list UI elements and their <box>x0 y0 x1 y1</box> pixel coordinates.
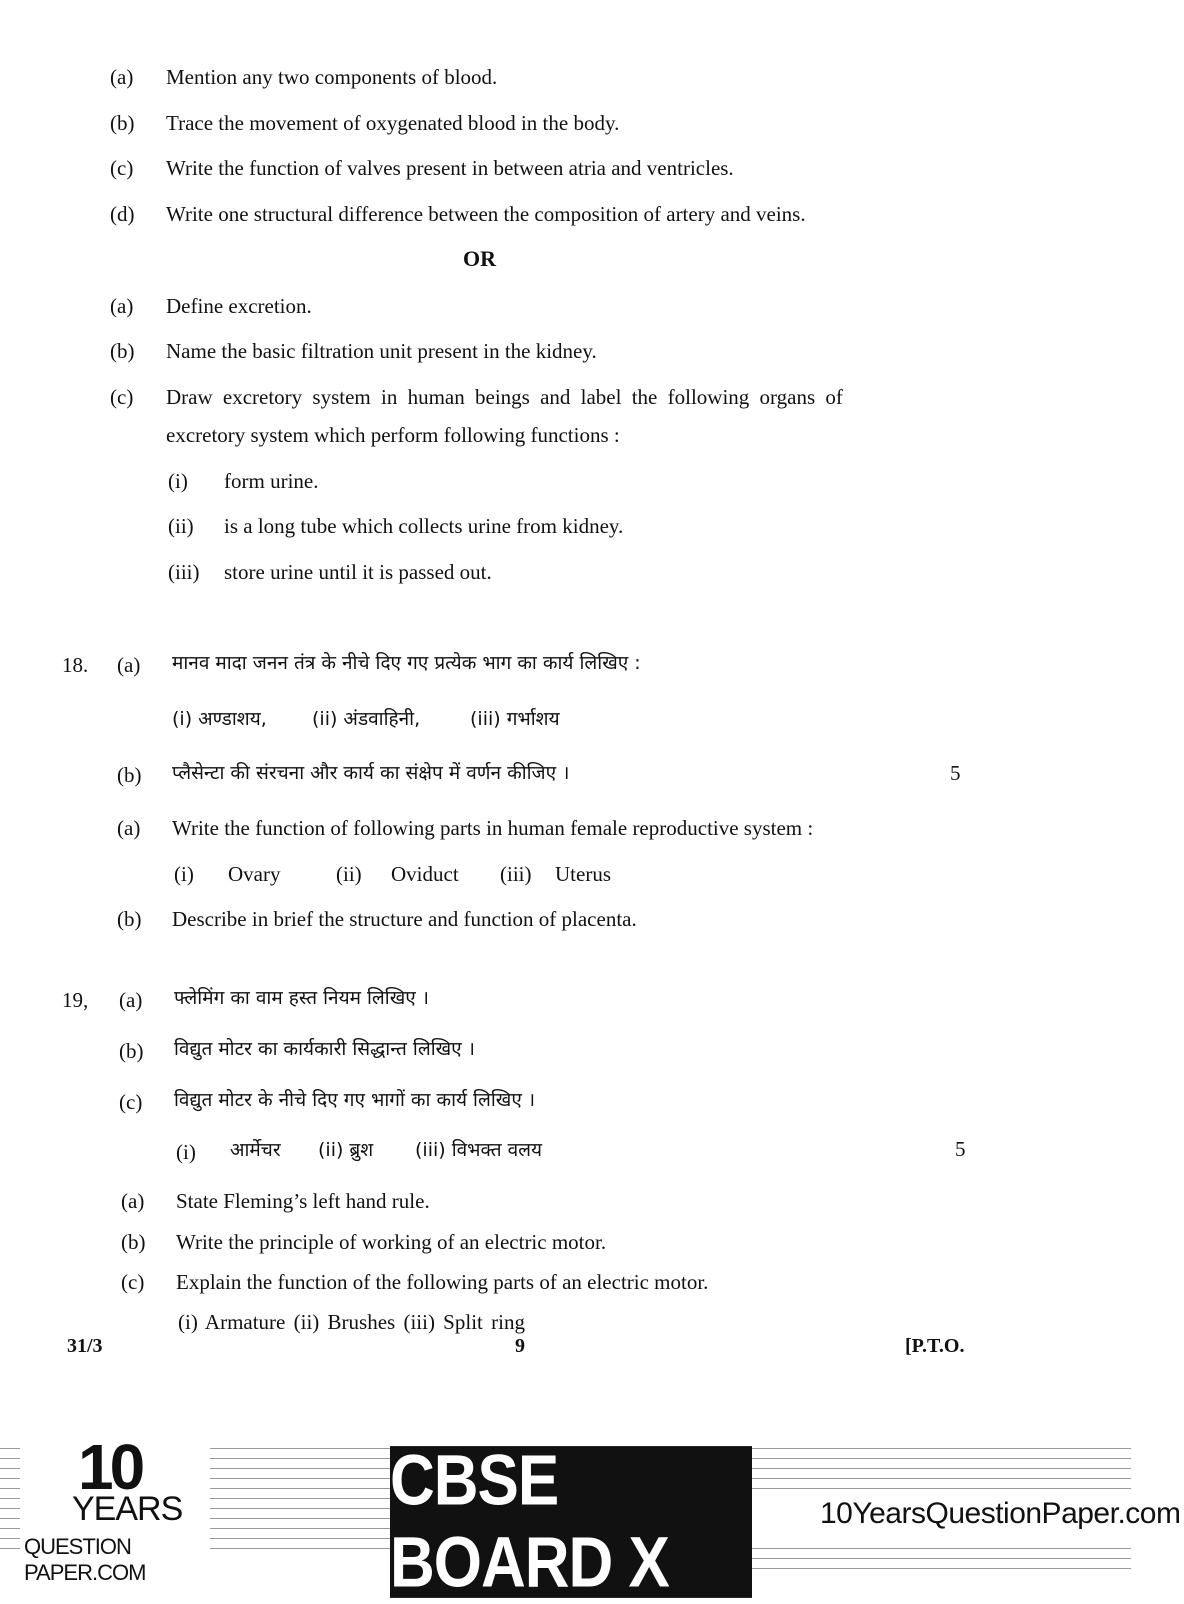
q19-hi-part-i: आर्मेचर <box>230 1139 281 1161</box>
q17-d-label: (d) <box>110 202 135 226</box>
or-divider: OR <box>463 246 496 271</box>
q17-or-c-iii-label: (iii) <box>168 560 200 584</box>
q18-en-a-label: (a) <box>117 816 141 840</box>
paper-code: 31/3 <box>67 1335 103 1357</box>
q19-marks: 5 <box>955 1137 966 1161</box>
q18-hi-part-i: (i) अण्डाशय, <box>172 708 267 730</box>
q18-hi-b-label: (b) <box>117 763 142 787</box>
q17-c-label: (c) <box>110 156 134 180</box>
q17-or-a-label: (a) <box>110 294 134 318</box>
q17-or-c-label: (c) <box>110 385 134 409</box>
q18-hi-a-text: मानव मादा जनन तंत्र के नीचे दिए गए प्रत्येक भाग का कार्य लिखिए : <box>172 652 641 674</box>
q19-hi-a-label: (a) <box>119 988 143 1012</box>
q18-en-part-iii: Uterus <box>555 862 611 886</box>
q17-or-c-line1: Draw excretory system in human beings and label the following organs of <box>166 385 843 409</box>
q17-or-a-text: Define excretion. <box>166 294 312 318</box>
logo-years: YEARS <box>72 1490 183 1528</box>
q17-b-label: (b) <box>110 111 135 135</box>
q17-a-text: Mention any two components of blood. <box>166 65 498 89</box>
q19-hi-b-label: (b) <box>119 1039 144 1063</box>
q19-hi-a-text: फ्लेमिंग का वाम हस्त नियम लिखिए । <box>174 987 430 1009</box>
q18-en-part-i-label: (i) <box>174 862 194 886</box>
q18-en-a-text: Write the function of following parts in human female reproductive system : <box>172 816 814 840</box>
q18-en-part-iii-label: (iii) <box>500 862 532 886</box>
q19-en-c-label: (c) <box>121 1270 145 1294</box>
q19-hi-part-i-label: (i) <box>176 1140 196 1164</box>
q18-en-part-ii-label: (ii) <box>336 862 362 886</box>
q17-or-c-iii-text: store urine until it is passed out. <box>224 560 492 584</box>
q17-or-c-i-label: (i) <box>168 469 188 493</box>
q18-hi-b-text: प्लैसेन्टा की संरचना और कार्य का संक्षेप में वर्णन कीजिए । <box>172 762 570 784</box>
page-number: 9 <box>515 1335 525 1357</box>
q19-hi-b-text: विद्युत मोटर का कार्यकारी सिद्धान्त लिखिए । <box>174 1038 475 1060</box>
q17-d-text: Write one structural difference between the composition of artery and veins. <box>166 202 806 226</box>
q18-hi-part-iii: (iii) गर्भाशय <box>470 708 560 730</box>
q19-en-b-text: Write the principle of working of an electric motor. <box>176 1230 607 1254</box>
q18-marks: 5 <box>950 761 961 785</box>
site-logo <box>20 1428 210 1598</box>
q18-hi-a-label: (a) <box>117 653 141 677</box>
q19-en-a-label: (a) <box>121 1189 145 1213</box>
q17-c-text: Write the function of valves present in between atria and ventricles. <box>166 156 734 180</box>
website-url: 10YearsQuestionPaper.com <box>816 1497 1184 1531</box>
q17-or-c-ii-label: (ii) <box>168 514 194 538</box>
q17-a-label: (a) <box>110 65 134 89</box>
q18-en-part-ii: Oviduct <box>391 862 459 886</box>
q19-en-c-text: Explain the function of the following parts of an electric motor. <box>176 1270 709 1294</box>
q19-hi-part-ii: (ii) ब्रुश <box>318 1139 374 1161</box>
q19-hi-c-text: विद्युत मोटर के नीचे दिए गए भागों का कार्य लिखिए । <box>174 1089 536 1111</box>
q17-or-c-i-text: form urine. <box>224 469 319 493</box>
q19-number: 19, <box>62 988 89 1012</box>
q17-or-c-line2: excretory system which perform following functions : <box>166 423 620 447</box>
logo-number: 10 <box>78 1431 142 1503</box>
logo-site-name: QUESTION PAPER.COM <box>24 1534 146 1585</box>
q18-en-b-text: Describe in brief the structure and function of placenta. <box>172 907 637 931</box>
q18-number: 18. <box>62 653 89 677</box>
q18-hi-part-ii: (ii) अंडवाहिनी, <box>312 708 421 730</box>
pto-marker: [P.T.O. <box>905 1335 965 1357</box>
q19-en-a-text: State Fleming’s left hand rule. <box>176 1189 430 1213</box>
q18-en-b-label: (b) <box>117 907 142 931</box>
q18-en-part-i: Ovary <box>228 862 281 886</box>
q19-en-parts: (i) Armature (ii) Brushes (iii) Split ring <box>178 1310 525 1334</box>
q17-or-b-label: (b) <box>110 339 135 363</box>
q19-hi-part-iii: (iii) विभक्त वलय <box>415 1139 543 1161</box>
q19-en-b-label: (b) <box>121 1230 146 1254</box>
q17-b-text: Trace the movement of oxygenated blood in the body. <box>166 111 620 135</box>
q17-or-b-text: Name the basic filtration unit present in the kidney. <box>166 339 597 363</box>
cbse-board-banner: CBSE BOARD X <box>390 1446 752 1598</box>
q17-or-c-ii-text: is a long tube which collects urine from kidney. <box>224 514 624 538</box>
q19-hi-c-label: (c) <box>119 1090 143 1114</box>
